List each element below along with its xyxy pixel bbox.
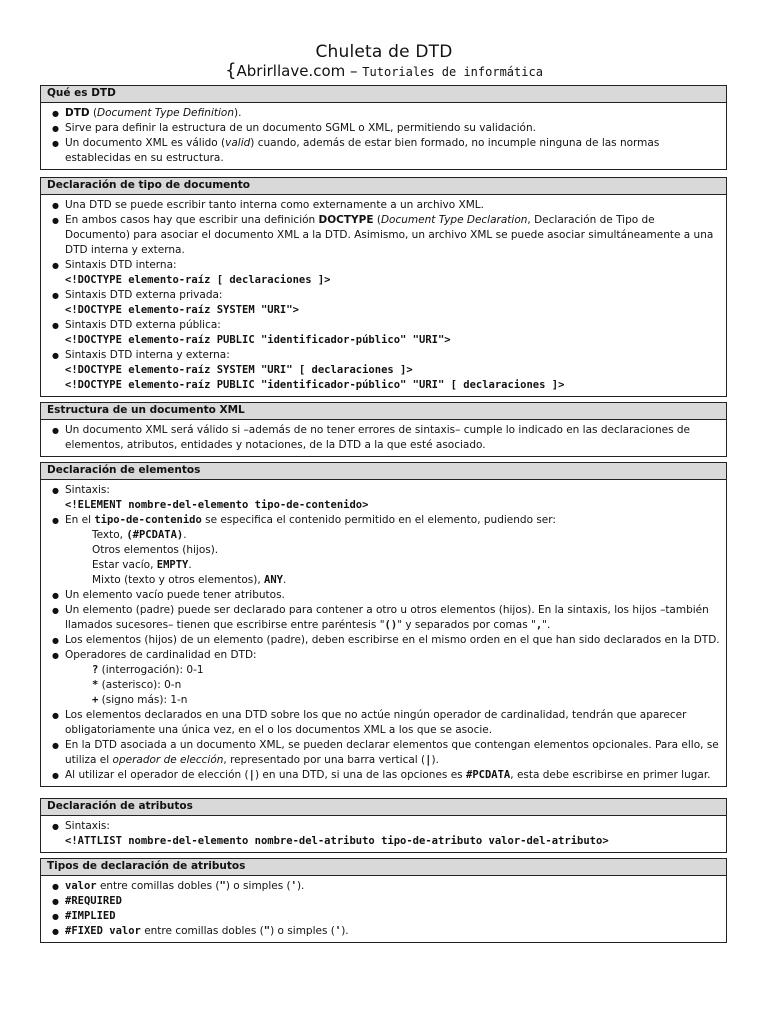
- site-link[interactable]: Abrirllave.com: [236, 62, 346, 80]
- list-item: ● Sintaxis DTD externa privada: <!DOCTYPE elemento-raíz SYSTEM "URI">: [48, 288, 720, 318]
- list-item: ● Sintaxis: <!ATTLIST nombre-del-elemento nombre-del-atributo tipo-de-atributo valor-del-atributo>: [48, 819, 720, 849]
- list-item: ● Un elemento vacío puede tener atributos.: [48, 588, 720, 603]
- bullet-list: [48, 819, 720, 849]
- list-item: ● Al utilizar el operador de elección (|) en una DTD, si una de las opciones es #PCDATA, esta debe escribirse en primer lugar.: [48, 768, 720, 783]
- section-title: Tipos de declaración de atributos: [41, 859, 726, 876]
- list-item: ● Sintaxis DTD interna: <!DOCTYPE elemento-raíz [ declaraciones ]>: [48, 258, 720, 288]
- section-declaracion-tipo-documento: [40, 177, 727, 397]
- section-title: Estructura de un documento XML: [41, 403, 726, 420]
- section-title: Declaración de tipo de documento: [41, 178, 726, 195]
- code-line: <!ELEMENT nombre-del-elemento tipo-de-contenido>: [65, 499, 369, 511]
- list-item: ● Un elemento (padre) puede ser declarado para contener a otro u otros elementos (hijos). En la sintaxis, los hijos –también llamados sucesores– tienen que escribirse entre paréntesis "()" y separados por comas ",".: [48, 603, 720, 633]
- list-item: ● Sintaxis DTD externa pública: <!DOCTYPE elemento-raíz PUBLIC "identificador-público" "URI">: [48, 318, 720, 348]
- content-type-option: Texto, (#PCDATA).: [92, 529, 187, 541]
- bullet-list: [48, 106, 720, 166]
- list-item: ● En la DTD asociada a un documento XML, se pueden declarar elementos que contengan elementos opcionales. Para ello, se utiliza el operador de elección, representado por una barra vertical (|).: [48, 738, 720, 768]
- list-item: ● Sintaxis: <!ELEMENT nombre-del-elemento tipo-de-contenido>: [48, 483, 720, 513]
- cardinality-operator: * (asterisco): 0-n: [92, 679, 182, 691]
- section-declaracion-elementos: [40, 462, 727, 787]
- cardinality-operator: + (signo más): 1-n: [92, 694, 188, 706]
- bullet-list: [48, 198, 720, 393]
- list-item: ● #FIXED valor entre comillas dobles (") o simples (').: [48, 924, 720, 939]
- site-brace: {: [225, 60, 237, 81]
- content-type-option: Otros elementos (hijos).: [92, 544, 219, 556]
- cardinality-operator: ? (interrogación): 0-1: [92, 664, 204, 676]
- document-header: [0, 0, 768, 81]
- code-line: <!DOCTYPE elemento-raíz SYSTEM "URI">: [65, 304, 299, 316]
- list-item: ● En el tipo-de-contenido se especifica el contenido permitido en el elemento, pudiendo ser: Texto, (#PCDATA). Otros elementos (hijos). Estar vacío, EMPTY. Mixto (texto y otros elementos), ANY.: [48, 513, 720, 588]
- section-title: Declaración de atributos: [41, 799, 726, 816]
- site-dash: –: [345, 62, 363, 80]
- bullet-list: [48, 879, 720, 939]
- section-declaracion-atributos: [40, 798, 727, 853]
- list-item: ● Sintaxis DTD interna y externa: <!DOCTYPE elemento-raíz SYSTEM "URI" [ declaraciones ]> <!DOCTYPE elemento-raíz PUBLIC "identificador-público" "URI" [ declaraciones ]>: [48, 348, 720, 393]
- code-line: <!DOCTYPE elemento-raíz [ declaraciones ]>: [65, 274, 331, 286]
- section-que-es-dtd: [40, 85, 727, 170]
- code-line: <!DOCTYPE elemento-raíz SYSTEM "URI" [ declaraciones ]>: [65, 364, 413, 376]
- bullet-list: [48, 483, 720, 783]
- list-item: ● Los elementos declarados en una DTD sobre los que no actúe ningún operador de cardinalidad, tendrán que aparecer obligatoriamente una única vez, en el o los documentos XML a los que se asocie.: [48, 708, 720, 738]
- content-type-option: Mixto (texto y otros elementos), ANY.: [92, 574, 287, 586]
- document-title: Chuleta de DTD: [315, 42, 453, 62]
- site-line: [0, 62, 768, 81]
- section-title: Declaración de elementos: [41, 463, 726, 480]
- list-item: ● valor entre comillas dobles (") o simples (').: [48, 879, 720, 894]
- list-item: ● Los elementos (hijos) de un elemento (padre), deben escribirse en el mismo orden en el que han sido declarados en la DTD.: [48, 633, 720, 648]
- list-item: ● Un documento XML es válido (valid) cuando, además de estar bien formado, no incumple ninguna de las normas establecidas en su estructura.: [48, 136, 720, 166]
- list-item: ● #IMPLIED: [48, 909, 720, 924]
- code-line: <!DOCTYPE elemento-raíz PUBLIC "identificador-público" "URI" [ declaraciones ]>: [65, 379, 565, 391]
- list-item: ● Una DTD se puede escribir tanto interna como externamente a un archivo XML.: [48, 198, 720, 213]
- list-item: ● Operadores de cardinalidad en DTD: ? (interrogación): 0-1 * (asterisco): 0-n + (signo más): 1-n: [48, 648, 720, 708]
- content-type-option: Estar vacío, EMPTY.: [92, 559, 192, 571]
- section-estructura-documento-xml: [40, 402, 727, 457]
- list-item: ● DTD (Document Type Definition).: [48, 106, 720, 121]
- code-line: <!DOCTYPE elemento-raíz PUBLIC "identificador-público" "URI">: [65, 334, 451, 346]
- section-tipos-declaracion-atributos: [40, 858, 727, 943]
- list-item: ● Sirve para definir la estructura de un documento SGML o XML, permitiendo su validación.: [48, 121, 720, 136]
- list-item: ● Un documento XML será válido si –además de no tener errores de sintaxis– cumple lo indicado en las declaraciones de elementos, atributos, entidades y notaciones, de la DTD a la que esté asociado.: [48, 423, 720, 453]
- list-item: ● #REQUIRED: [48, 894, 720, 909]
- bullet-list: [48, 423, 720, 453]
- section-title: Qué es DTD: [41, 86, 726, 103]
- code-line: <!ATTLIST nombre-del-elemento nombre-del-atributo tipo-de-atributo valor-del-atributo>: [65, 835, 609, 847]
- site-tagline: Tutoriales de informática: [362, 65, 543, 79]
- list-item: ● En ambos casos hay que escribir una definición DOCTYPE (Document Type Declaration, Declaración de Tipo de Documento) para asociar el documento XML a la DTD. Asimismo, un archivo XML se puede asociar simultáneamente a una DTD interna y externa.: [48, 213, 720, 258]
